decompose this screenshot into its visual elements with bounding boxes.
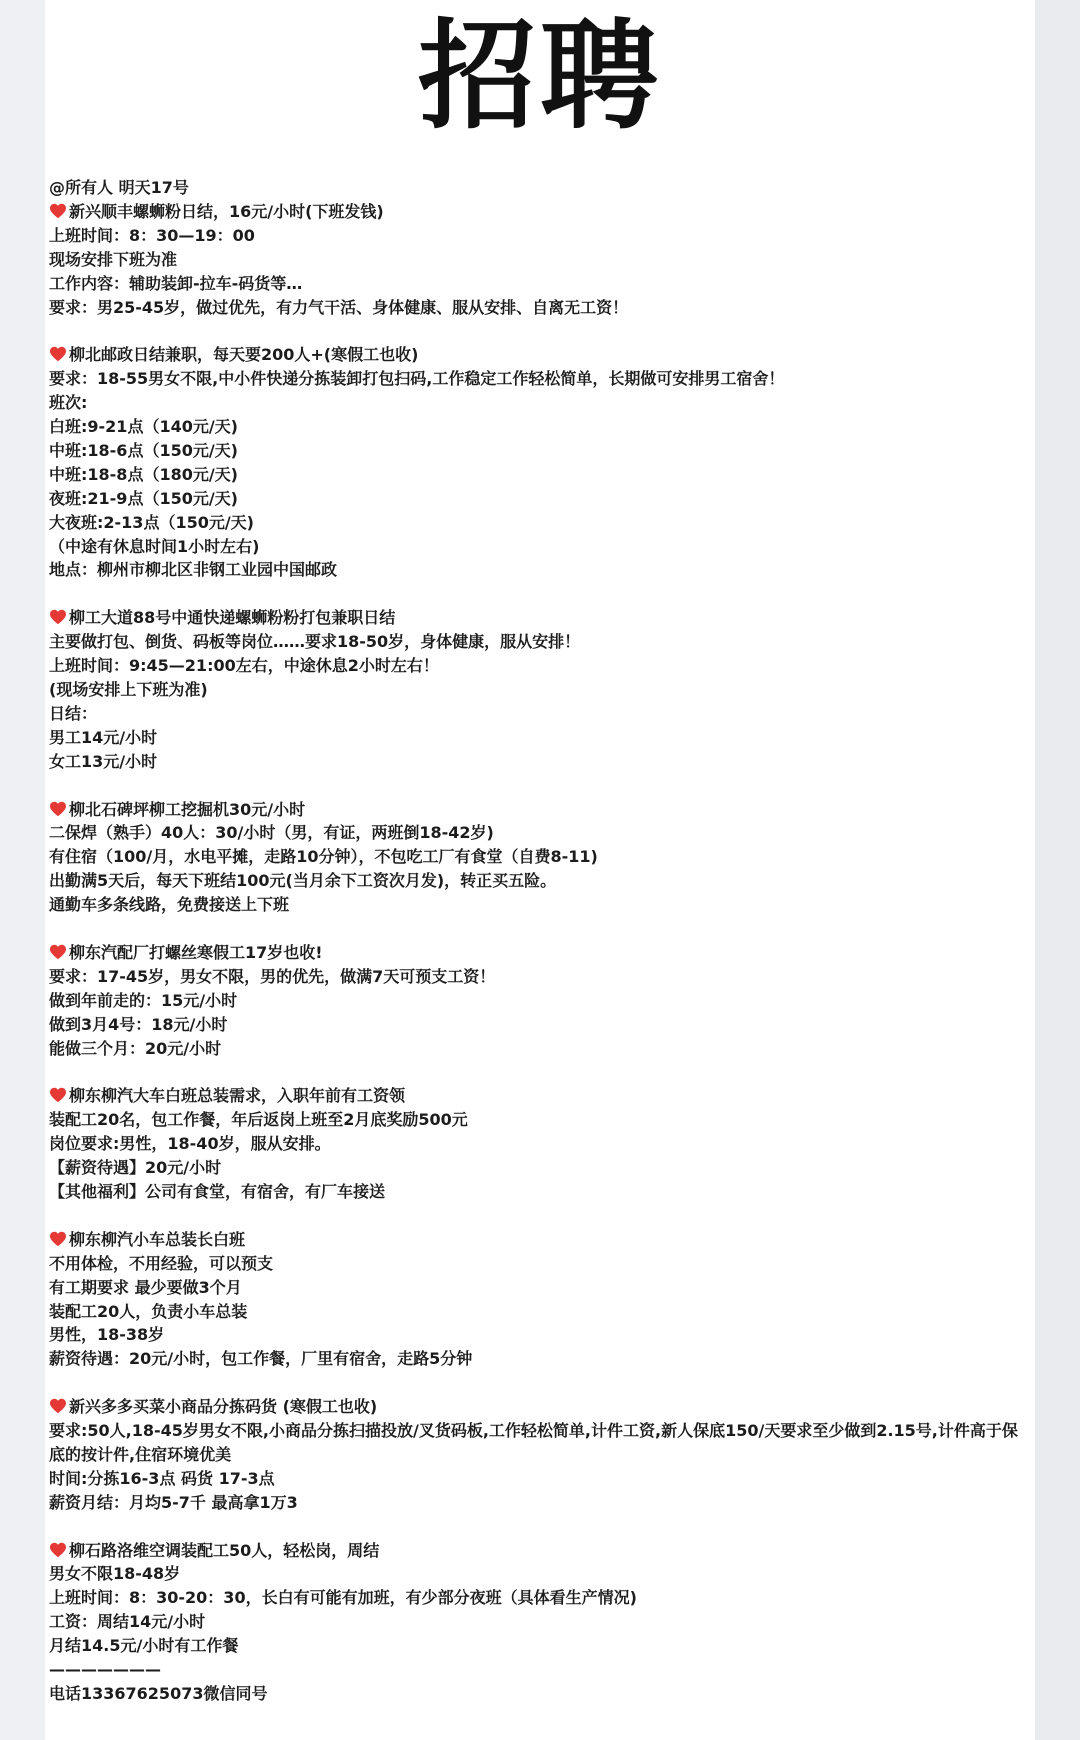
- job-detail-line: 工资：周结14元/小时: [49, 1612, 206, 1632]
- job-detail-line: 时间:分拣16-3点 码货 17-3点: [49, 1468, 275, 1488]
- job-detail-line: 薪资待遇：20元/小时，包工作餐，厂里有宿舍，走路5分钟: [49, 1349, 473, 1369]
- job-detail-line: 男工14元/小时: [49, 727, 158, 747]
- job-heading-text: 柳东汽配厂打螺丝寒假工17岁也收!: [69, 942, 323, 962]
- job-detail-line: 白班:9-21点（140元/天): [49, 417, 238, 437]
- job-detail-line: 现场安排下班为准: [49, 249, 178, 269]
- job-heading: [49, 606, 1029, 630]
- job-detail-line: 要求：17-45岁，男女不限，男的优先，做满7天可预支工资！: [49, 966, 496, 986]
- job-section: [49, 200, 1029, 320]
- job-heading-text: 柳东柳汽大车白班总装需求，入职年前有工资领: [69, 1086, 406, 1106]
- job-detail-line: 能做三个月：20元/小时: [49, 1038, 222, 1058]
- heart-icon: [49, 944, 67, 960]
- job-detail-line: (现场安排上下班为准): [49, 680, 208, 699]
- job-section: [49, 798, 1029, 918]
- job-detail-line: 日结：: [49, 703, 98, 723]
- job-section: [49, 1395, 1029, 1515]
- job-detail-line: 二保焊（熟手）40人：30/小时（男，有证，两班倒18-42岁): [49, 823, 494, 843]
- job-section: [49, 606, 1029, 773]
- job-section: [49, 343, 1029, 582]
- job-heading: [49, 1228, 1029, 1252]
- job-detail-line: 男女不限18-48岁: [49, 1564, 181, 1584]
- intro-line: @所有人 明天17号: [49, 178, 189, 197]
- job-detail-line: 【其他福利】公司有食堂，有宿舍，有厂车接送: [49, 1181, 386, 1201]
- job-section: [49, 1084, 1029, 1204]
- heart-icon: [49, 346, 67, 362]
- job-detail-line: 上班时间：8：30-20：30，长白有可能有加班，有少部分夜班（具体看生产情况): [49, 1588, 637, 1608]
- job-detail-line: 上班时间：9:45—21:00左右，中途休息2小时左右！: [49, 656, 439, 676]
- job-detail-line: 主要做打包、倒货、码板等岗位……要求18-50岁，身体健康，服从安排！: [49, 632, 581, 652]
- job-detail-line: 电话13367625073微信同号: [49, 1683, 268, 1703]
- job-detail-line: 地点：柳州市柳北区非钢工业园中国邮政: [49, 560, 338, 580]
- job-detail-line: 不用体检，不用经验，可以预支: [49, 1253, 274, 1273]
- job-detail-line: 装配工20名，包工作餐，年后返岗上班至2月底奖励500元: [49, 1110, 468, 1130]
- heart-icon: [49, 801, 67, 817]
- job-detail-line: 上班时间：8：30—19：00: [49, 225, 255, 245]
- job-detail-line: 做到3月4号：18元/小时: [49, 1014, 228, 1034]
- page-title: 招聘: [417, 7, 662, 145]
- heart-icon: [49, 1087, 67, 1103]
- job-detail-line: 岗位要求:男性，18-40岁，服从安排。: [49, 1134, 331, 1154]
- job-detail-line: 要求:50人,18-45岁男女不限,小商品分拣扫描投放/叉货码板,工作轻松简单,计件工资,新人保底150/天要求至少做到2.15号,计件高于保底的按计件,住宿环境优美: [49, 1421, 1018, 1464]
- job-detail-line: 要求：男25-45岁，做过优先，有力气干活、身体健康、服从安排、自离无工资！: [49, 297, 629, 317]
- job-heading: [49, 1084, 1029, 1108]
- job-detail-line: 班次:: [49, 393, 88, 413]
- job-detail-line: 薪资月结：月均5-7千 最高拿1万3: [49, 1492, 298, 1512]
- job-detail-line: 中班:18-6点（150元/天): [49, 440, 238, 460]
- job-detail-line: 有工期要求 最少要做3个月: [49, 1277, 242, 1297]
- job-detail-line: 通勤车多条线路，免费接送上下班: [49, 895, 290, 915]
- job-heading-text: 柳北石碑坪柳工挖掘机30元/小时: [69, 799, 306, 819]
- job-heading: [49, 941, 1029, 965]
- job-detail-line: 有住宿（100/月，水电平摊，走路10分钟），不包吃工厂有食堂（自费8-11): [49, 847, 598, 867]
- job-heading-text: 新兴多多买菜小商品分拣码货 (寒假工也收): [69, 1397, 378, 1417]
- right-margin: [1035, 0, 1080, 1740]
- heart-icon: [49, 609, 67, 625]
- job-heading: [49, 1395, 1029, 1419]
- job-heading-text: 柳北邮政日结兼职，每天要200人+(寒假工也收): [69, 345, 419, 365]
- job-detail-line: 出勤满5天后，每天下班结100元(当月余下工资次月发)，转正买五险。: [49, 871, 557, 891]
- job-heading: [49, 798, 1029, 822]
- job-detail-line: 月结14.5元/小时有工作餐: [49, 1636, 239, 1656]
- job-heading-text: 柳工大道88号中通快递螺蛳粉粉打包兼职日结: [69, 608, 396, 628]
- job-heading-text: 柳石路洛维空调装配工50人，轻松岗，周结: [69, 1540, 380, 1560]
- job-section: [49, 1539, 1029, 1706]
- job-detail-line: （中途有休息时间1小时左右): [49, 536, 260, 556]
- job-detail-line: 【薪资待遇】20元/小时: [49, 1158, 222, 1178]
- job-heading-text: 新兴顺丰螺蛳粉日结，16元/小时(下班发钱): [69, 201, 384, 221]
- job-detail-line: ———————: [49, 1660, 161, 1680]
- job-heading-text: 柳东柳汽小车总装长白班: [69, 1229, 246, 1249]
- job-section: [49, 941, 1029, 1061]
- job-detail-line: 中班:18-8点（180元/天): [49, 464, 238, 484]
- heart-icon: [49, 1398, 67, 1414]
- job-listings: [49, 176, 1029, 1706]
- heart-icon: [49, 203, 67, 219]
- job-heading: [49, 343, 1029, 367]
- job-detail-line: 装配工20人，负责小车总装: [49, 1301, 248, 1321]
- heart-icon: [49, 1231, 67, 1247]
- poster-page: [45, 0, 1035, 1740]
- heart-icon: [49, 1542, 67, 1558]
- job-detail-line: 要求：18-55男女不限,中小件快递分拣装卸打包扫码,工作稳定工作轻松简单，长期做可安排男工宿舍！: [49, 369, 785, 389]
- job-heading: [49, 200, 1029, 224]
- job-detail-line: 大夜班:2-13点（150元/天): [49, 512, 254, 532]
- job-heading: [49, 1539, 1029, 1563]
- job-detail-line: 做到年前走的：15元/小时: [49, 990, 238, 1010]
- job-detail-line: 工作内容：辅助装卸-拉车-码货等…: [49, 273, 303, 293]
- job-section: [49, 1228, 1029, 1371]
- job-detail-line: 女工13元/小时: [49, 751, 158, 771]
- job-detail-line: 男性，18-38岁: [49, 1325, 165, 1345]
- job-detail-line: 夜班:21-9点（150元/天): [49, 488, 238, 508]
